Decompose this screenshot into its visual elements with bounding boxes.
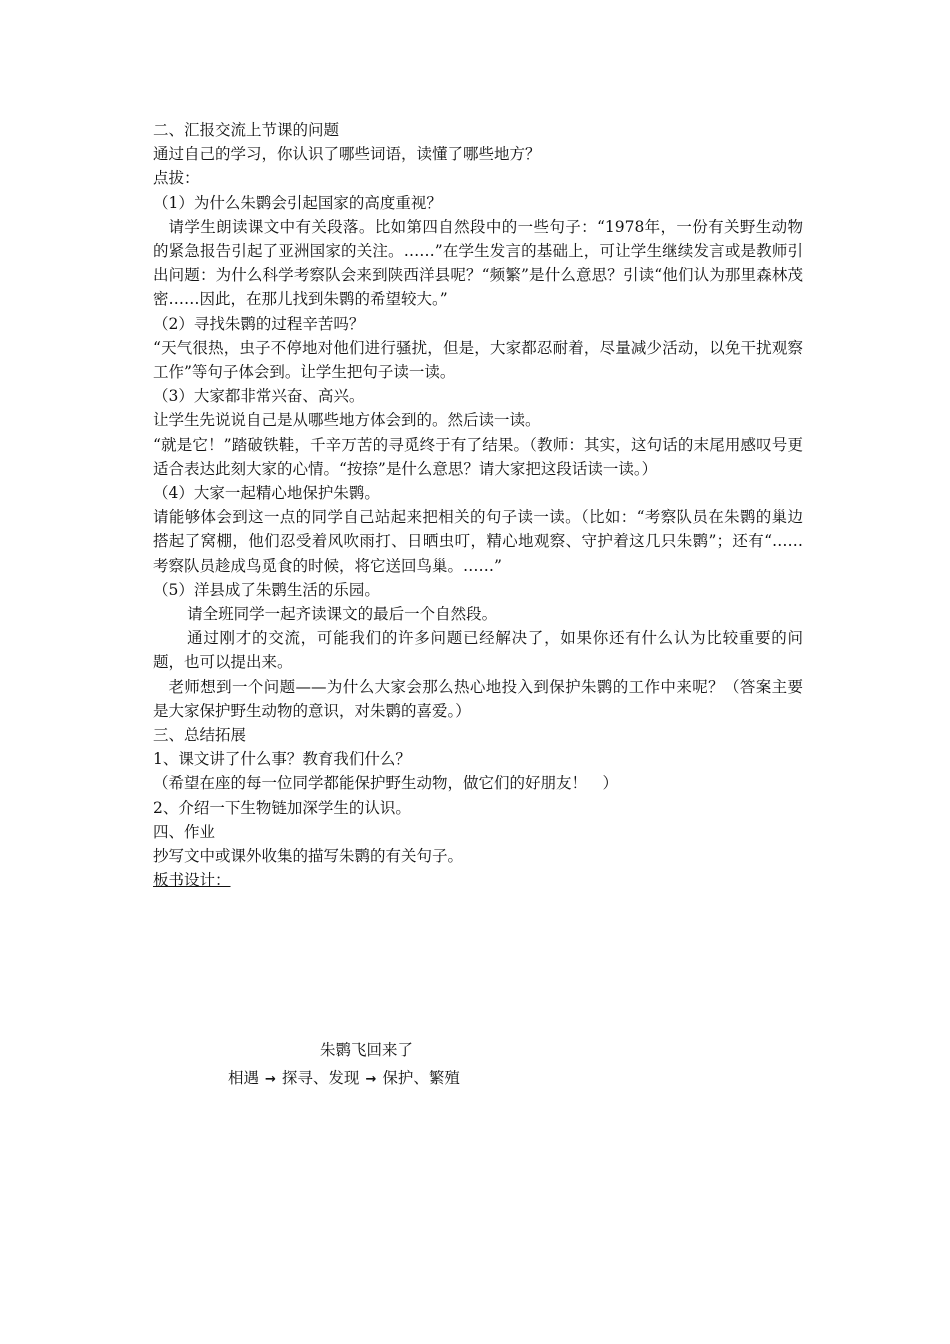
paragraph: “天气很热，虫子不停地对他们进行骚扰，但是，大家都忍耐着，尽量减少活动，以免干扰观察工作”等句子体会到。让学生把句子读一读。 (153, 338, 803, 382)
paragraph: 请能够体会到这一点的同学自己站起来把相关的句子读一读。（比如：“考察队员在朱鹮的巢边搭起了窝棚，他们忍受着风吹雨打、日晒虫叮，精心地观察、守护着这几只朱鹮”；还有“……考察队员趁成鸟觅食的时候，将它送回鸟巢。……” (153, 508, 803, 575)
paragraph: （3）大家都非常兴奋、高兴。 (153, 387, 365, 406)
board-step-search: 探寻、发现 (281, 1069, 360, 1087)
paragraph: 三、总结拓展 (153, 726, 247, 745)
board-step-protect: 保护、繁殖 (382, 1069, 460, 1087)
paragraph: 通过自己的学习，你认识了哪些词语，读懂了哪些地方？ (153, 145, 541, 164)
paragraph: 请全班同学一起齐读课文的最后一个自然段。 (187, 605, 498, 624)
right-arrow-icon: → (365, 1072, 377, 1087)
paragraph: 点拔： (153, 169, 200, 188)
paragraph: （5）洋县成了朱鹮生活的乐园。 (153, 580, 380, 599)
board-flow (228, 1066, 460, 1088)
paragraph: （希望在座的每一位同学都能保护野生动物，做它们的好朋友！ ） (153, 774, 619, 793)
paragraph: 1、课文讲了什么事？教育我们什么？ (153, 750, 411, 769)
right-arrow-icon: → (265, 1072, 276, 1087)
paragraph: 2、介绍一下生物链加深学生的认识。 (153, 798, 411, 817)
board-step-meet: 相遇 (228, 1069, 260, 1087)
paragraph: （1）为什么朱鹮会引起国家的高度重视？ (153, 193, 442, 212)
paragraph: 四、作业 (153, 822, 216, 841)
paragraph: “就是它！”踏破铁鞋，千辛万苦的寻觅终于有了结果。（教师：其实，这句话的末尾用感叹号更适合表达此刻大家的心情。“按捺”是什么意思？请大家把这段话读一读。） (153, 435, 803, 478)
paragraph: 二、汇报交流上节课的问题 (153, 121, 340, 139)
paragraph: 请学生朗读课文中有关段落。比如第四自然段中的一些句子：“1978年，一份有关野生动物的紧急报告引起了亚洲国家的关注。……”在学生发言的基础上，可让学生继续发言或是教师引出问题：为什么科学考察队会来到陕西洋县呢？“频繁”是什么意思？引读“他们认为那里森林茂密……因此，在那儿找到朱鹮的希望较大。” (153, 217, 803, 309)
board-design-heading: 板书设计： (153, 871, 231, 890)
paragraph: 老师想到一个问题——为什么大家会那么热心地投入到保护朱鹮的工作中来呢？（答案主要是大家保护野生动物的意识，对朱鹮的喜爱。） (153, 677, 803, 720)
paragraph: 让学生先说说自己是从哪些地方体会到的。然后读一读。 (153, 411, 541, 430)
paragraph: （2）寻找朱鹮的过程辛苦吗？ (153, 314, 365, 333)
paragraph: （4）大家一起精心地保护朱鹮。 (153, 484, 380, 503)
paragraph: 抄写文中或课外收集的描写朱鹮的有关句子。 (153, 847, 464, 866)
paragraph (153, 868, 803, 892)
board-title: 朱鹮飞回来了 (320, 1041, 414, 1059)
document-body (153, 118, 803, 893)
paragraph: 通过刚才的交流，可能我们的许多问题已经解决了，如果你还有什么认为比较重要的问题，也可以提出来。 (153, 629, 803, 672)
